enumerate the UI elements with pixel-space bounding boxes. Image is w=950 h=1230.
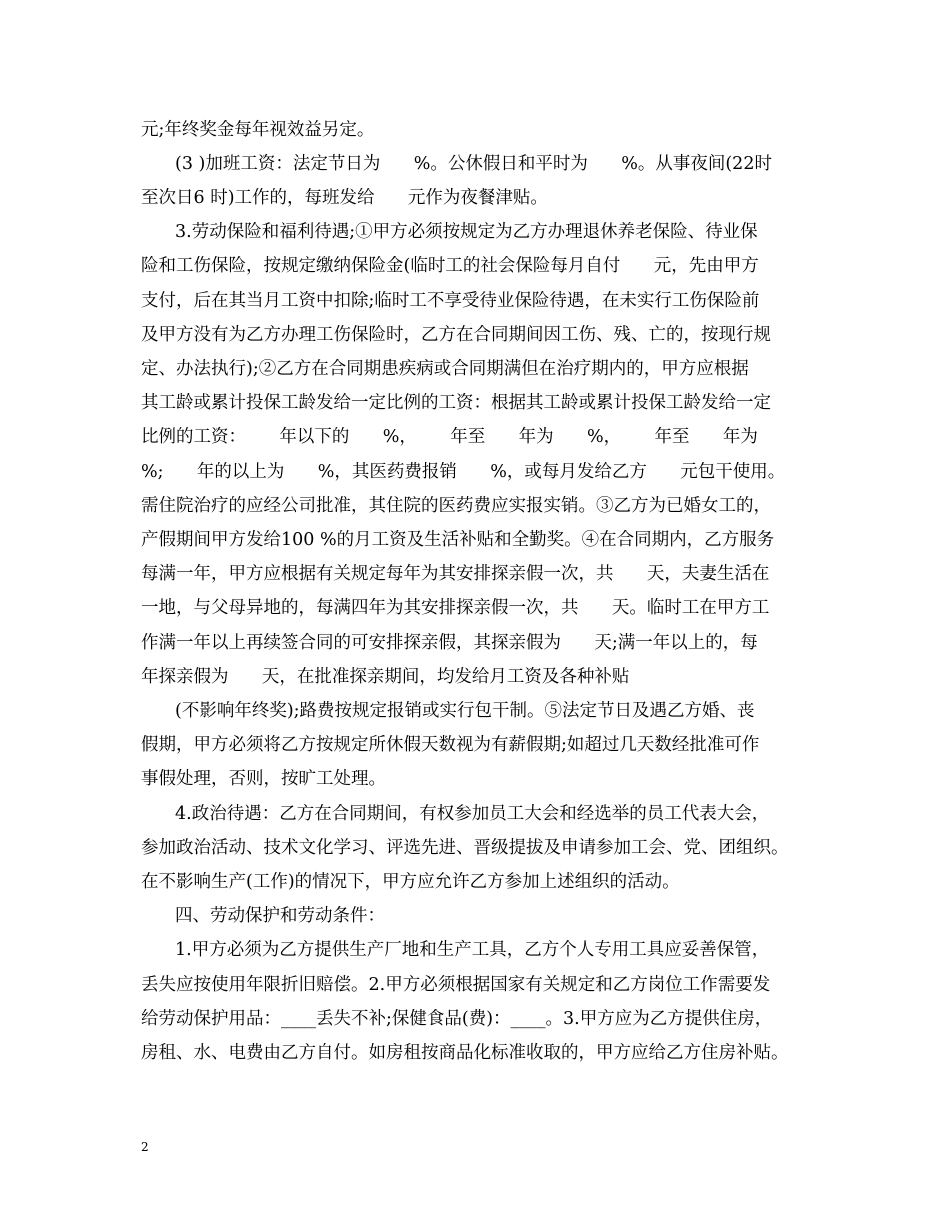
text-line-10: 比例的工资： 年以下的 %， 年至 年为 %， 年至 年为 bbox=[141, 427, 758, 447]
text-line-24: 四、劳动保护和劳动条件： bbox=[175, 906, 385, 926]
text-line-15: 一地，与父母异地的，每满四年为其安排探亲假一次，共 天。临时工在甲方工 bbox=[141, 598, 770, 618]
text-line-1: 元;年终奖金每年视效益另定。 bbox=[141, 120, 375, 140]
text-line-26: 丢失应按使用年限折旧赔偿。2.甲方必须根据国家有关规定和乙方岗位工作需要发 bbox=[141, 975, 771, 995]
text-line-4: 3.劳动保险和福利待遇;①甲方必须按规定为乙方办理退休养老保险、待业保 bbox=[175, 222, 758, 242]
text-line-7: 及甲方没有为乙方办理工伤保险时，乙方在合同期间因工伤、残、亡的，按现行规 bbox=[141, 325, 771, 345]
text-line-2: (3 )加班工资：法定节日为 %。公休假日和平时为 %。从事夜间(22时 bbox=[175, 154, 772, 174]
text-line-25: 1.甲方必须为乙方提供生产厂地和生产工具，乙方个人专用工具应妥善保管， bbox=[175, 940, 770, 960]
text-line-18: (不影响年终奖);路费按规定报销或实行包干制。⑤法定节日及遇乙方婚、丧 bbox=[175, 701, 755, 721]
text-line-3: 至次日6 时)工作的，每班发给 元作为夜餐津贴。 bbox=[141, 188, 548, 208]
text-line-27: 给劳动保护用品：____丢失不补;保健食品(费)：____。3.甲方应为乙方提供住房， bbox=[141, 1009, 773, 1029]
text-line-17: 年探亲假为 天，在批准探亲期间，均发给月工资及各种补贴 bbox=[141, 667, 630, 687]
text-line-9: 其工龄或累计投保工龄发给一定比例的工资：根据其工龄或累计投保工龄发给一定 bbox=[141, 393, 771, 413]
text-line-28: 房租、水、电费由乙方自付。如房租按商品化标准收取的，甲方应给乙方住房补贴。 bbox=[141, 1043, 789, 1063]
text-line-11: %; 年的以上为 %，其医药费报销 %，或每月发给乙方 元包干使用。 bbox=[141, 462, 786, 482]
text-line-22: 参加政治活动、技术文化学习、评选先进、晋级提拔及申请参加工会、党、团组织。 bbox=[141, 838, 789, 858]
page-number: 2 bbox=[141, 1140, 149, 1154]
text-line-14: 每满一年，甲方应根据有关规定每年为其安排探亲假一次，共 天，夫妻生活在 bbox=[141, 564, 770, 584]
text-line-8: 定、办法执行);②乙方在合同期患疾病或合同期满但在治疗期内的，甲方应根据 bbox=[141, 359, 749, 379]
text-line-19: 假期，甲方必须将乙方按规定所休假天数视为有薪假期;如超过几天数经批准可作 bbox=[141, 735, 760, 755]
text-line-20: 事假处理，否则，按旷工处理。 bbox=[141, 769, 386, 789]
text-line-6: 支付，后在其当月工资中扣除;临时工不享受待业保险待遇，在未实行工伤保险前 bbox=[141, 291, 760, 311]
text-line-13: 产假期间甲方发给100 %的月工资及生活补贴和全勤奖。④在合同期内，乙方服务 bbox=[141, 530, 775, 550]
text-line-21: 4.政治待遇：乙方在合同期间，有权参加员工大会和经选举的员工代表大会， bbox=[175, 804, 770, 824]
text-line-5: 险和工伤保险，按规定缴纳保险金(临时工的社会保险每月自付 元，先由甲方 bbox=[141, 256, 759, 276]
text-line-12: 需住院治疗的应经公司批准，其住院的医药费应实报实销。③乙方为已婚女工的， bbox=[141, 496, 771, 516]
text-line-16: 作满一年以上再续签合同的可安排探亲假，其探亲假为 天;满一年以上的，每 bbox=[141, 633, 758, 653]
text-line-23: 在不影响生产(工作)的情况下，甲方应允许乙方参加上述组织的活动。 bbox=[141, 872, 680, 892]
